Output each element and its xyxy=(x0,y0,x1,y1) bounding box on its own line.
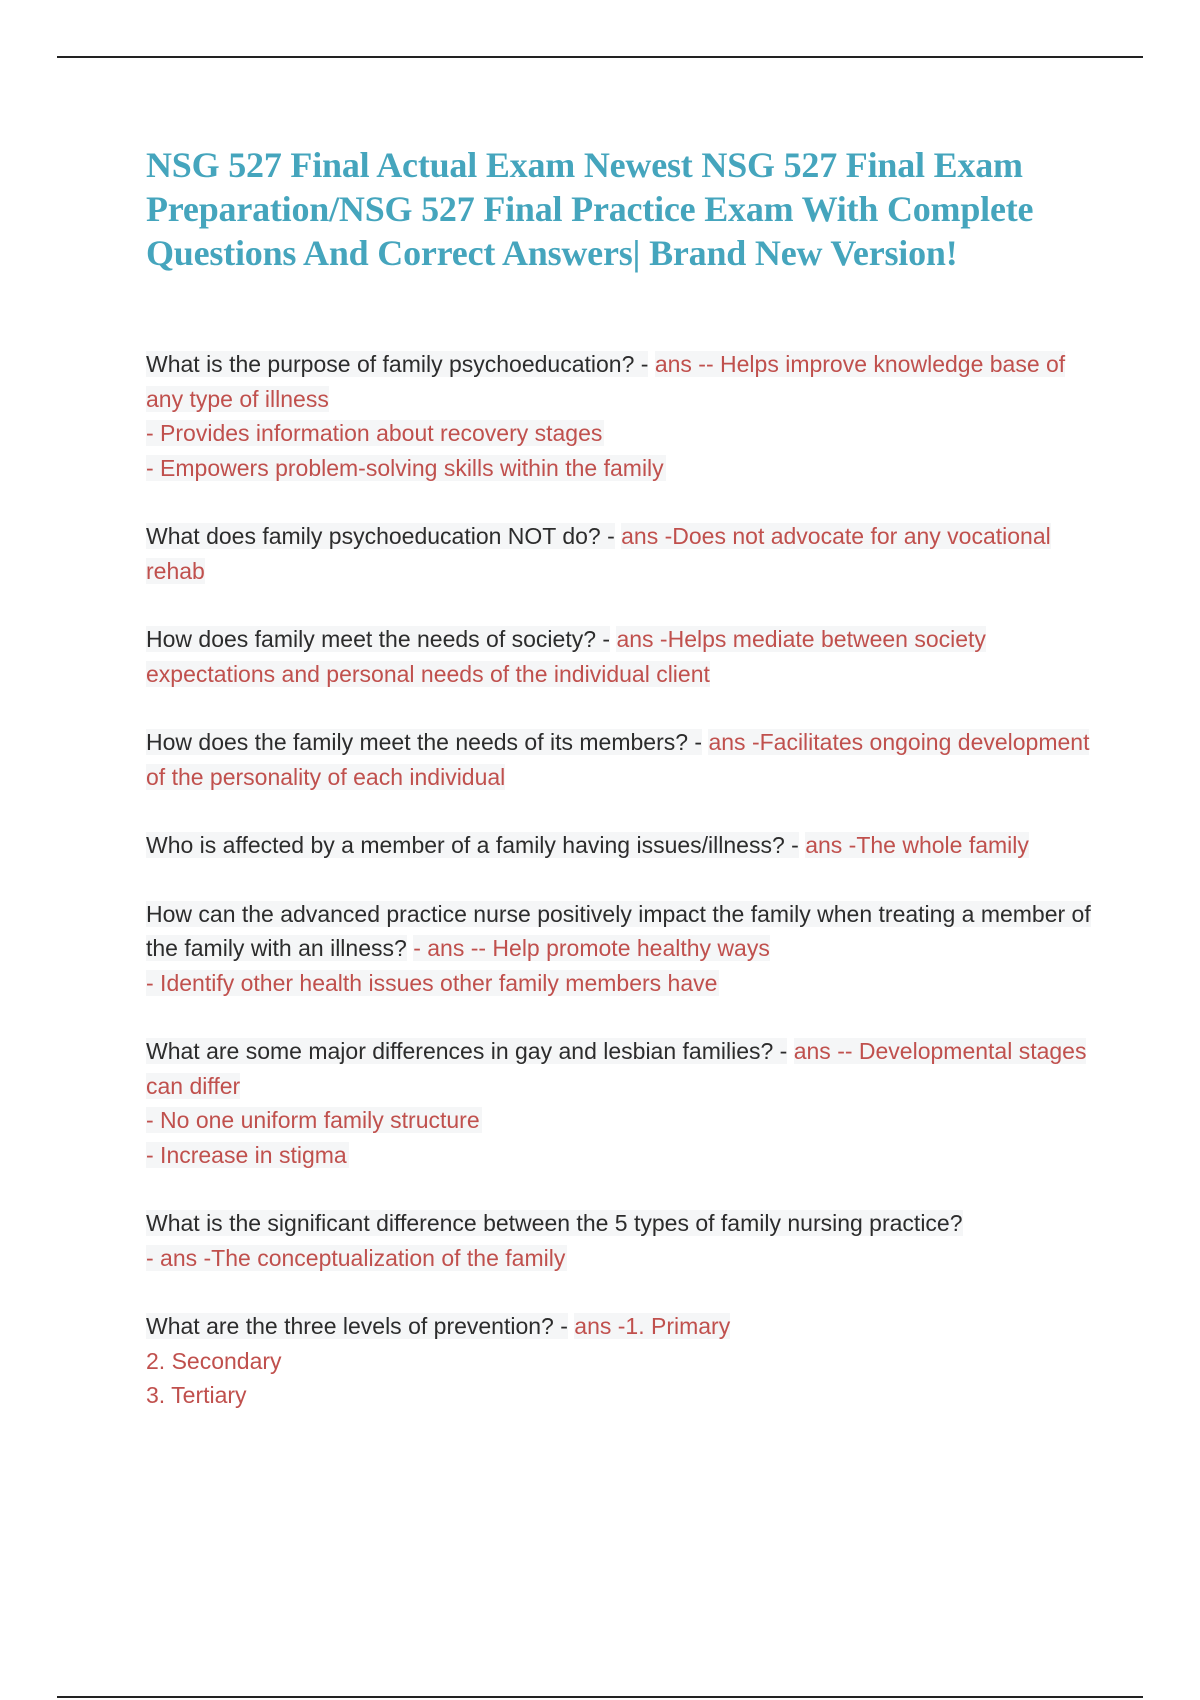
qa-item xyxy=(146,1309,1096,1413)
qa-item xyxy=(146,347,1096,485)
qa-item xyxy=(146,725,1096,794)
answer-text: - Identify other health issues other family members have xyxy=(146,969,718,996)
qa-item xyxy=(146,1206,1096,1275)
bottom-rule xyxy=(57,1696,1143,1698)
answer-text: ans -The whole family xyxy=(805,832,1029,858)
top-rule xyxy=(57,56,1143,58)
question-text: What does family psychoeducation NOT do? - xyxy=(146,523,615,549)
answer-text: - No one uniform family structure xyxy=(146,1107,480,1133)
question-text: What is the significant difference between the 5 types of family nursing practice? xyxy=(146,1210,963,1236)
question-text: What are some major differences in gay and lesbian families? - xyxy=(146,1038,788,1064)
answer-text: ans -1. Primary xyxy=(574,1313,731,1339)
document-body xyxy=(146,143,1096,1447)
answer-text: ans -Helps mediate between society expectations and personal needs of the individual client xyxy=(146,626,986,687)
question-text: What are the three levels of prevention? - xyxy=(146,1313,568,1339)
answer-text: ans -Does not advocate for any vocational rehab xyxy=(146,523,1051,584)
question-text: Who is affected by a member of a family having issues/illness? - xyxy=(146,832,799,858)
qa-item xyxy=(146,622,1096,691)
qa-item xyxy=(146,519,1096,588)
answer-text: ans -Facilitates ongoing development of the personality of each individual xyxy=(146,729,1090,790)
answer-text: - ans -The conceptualization of the family xyxy=(146,1244,566,1271)
answer-text: - Empowers problem-solving skills within the family xyxy=(146,454,664,481)
qa-item xyxy=(146,828,1096,863)
answer-text: 3. Tertiary xyxy=(146,1382,247,1408)
qa-item xyxy=(146,1034,1096,1172)
question-text: How can the advanced practice nurse positively impact the family when treating a member of the family with an illness? xyxy=(146,900,1091,961)
answer-text: - Increase in stigma xyxy=(146,1141,347,1168)
answer-text: - Provides information about recovery stages xyxy=(146,420,603,446)
answer-text: ans -- Helps improve knowledge base of any type of illness xyxy=(146,351,1066,412)
question-text: How does the family meet the needs of its members? - xyxy=(146,729,703,755)
question-text: What is the purpose of family psychoeducation? - xyxy=(146,351,649,377)
answer-text: ans -- Developmental stages can differ xyxy=(146,1038,1087,1099)
document-title: NSG 527 Final Actual Exam Newest NSG 527 Final Exam Preparation/NSG 527 Final Practice Exam With Complete Questions And Correct Answers| Brand New Version! xyxy=(146,145,1034,273)
answer-text: 2. Secondary xyxy=(146,1347,282,1374)
answer-text: - ans -- Help promote healthy ways xyxy=(413,935,770,961)
qa-item xyxy=(146,897,1096,1001)
question-text: How does family meet the needs of society? - xyxy=(146,626,611,652)
